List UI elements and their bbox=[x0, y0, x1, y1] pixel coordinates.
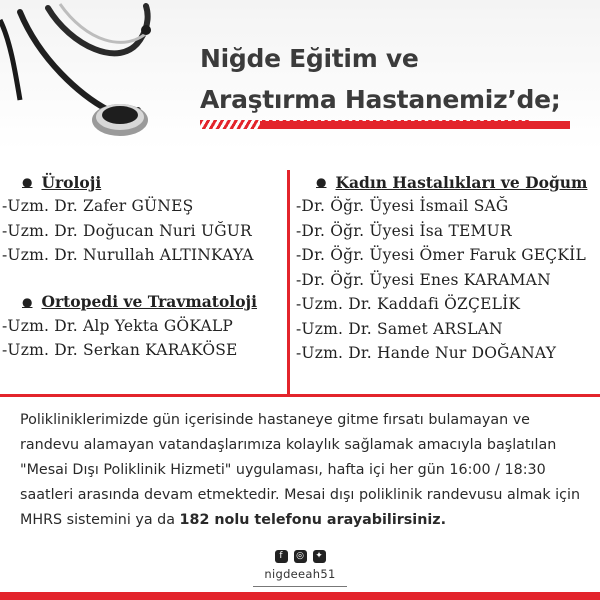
doctor-item: -Uzm. Dr. Zafer GÜNEŞ bbox=[2, 197, 194, 215]
doctor-item: -Uzm. Dr. Hande Nur DOĞANAY bbox=[296, 344, 557, 362]
department-heading bbox=[2, 170, 284, 194]
doctor-item: -Uzm. Dr. Samet ARSLAN bbox=[296, 319, 503, 338]
doctor-item: -Uzm. Dr. Nurullah ALTINKAYA bbox=[2, 246, 254, 264]
doctor-item: -Uzm. Dr. Doğucan Nuri UĞUR bbox=[2, 221, 252, 240]
doctor-item: -Dr. Öğr. Üyesi İsa TEMUR bbox=[296, 221, 512, 240]
info-phone-text: 182 nolu telefonu arayabilirsiniz. bbox=[179, 512, 447, 528]
section-divider bbox=[0, 394, 600, 397]
title-underline-bar bbox=[260, 121, 570, 129]
department-name: Ortopedi ve Travmatoloji bbox=[41, 292, 258, 311]
doctor-item: -Uzm. Dr. Alp Yekta GÖKALP bbox=[2, 316, 234, 335]
department-heading bbox=[296, 170, 596, 194]
bullet-icon: ● bbox=[22, 294, 33, 309]
bottom-bar bbox=[0, 592, 600, 600]
doctor-item: -Uzm. Dr. Serkan KARAKÖSE bbox=[2, 341, 238, 359]
social-icons bbox=[250, 550, 350, 563]
column-divider bbox=[287, 170, 290, 395]
stethoscope-image bbox=[0, 0, 200, 150]
doctor-item: -Uzm. Dr. Kaddafi ÖZÇELİK bbox=[296, 295, 521, 313]
right-column bbox=[296, 170, 596, 366]
handle-underline bbox=[253, 586, 347, 587]
twitter-icon[interactable]: ✦ bbox=[313, 550, 326, 563]
page-title bbox=[200, 38, 560, 120]
info-paragraph bbox=[20, 408, 592, 533]
facebook-icon[interactable]: f bbox=[275, 550, 288, 563]
doctor-item: -Dr. Öğr. Üyesi Ömer Faruk GEÇKİL bbox=[296, 246, 586, 264]
department-name: Kadın Hastalıkları ve Doğum bbox=[335, 172, 588, 192]
social-handle[interactable]: nigdeeah51 bbox=[264, 567, 336, 581]
department-heading bbox=[2, 290, 284, 314]
bullet-icon: ● bbox=[22, 175, 33, 189]
left-column bbox=[2, 170, 284, 363]
header-banner bbox=[0, 0, 600, 150]
info-text: Polikliniklerimizde gün içerisinde hastaneye gitme fırsatı bulamayan ve randevu alamayan vatandaşlarımıza kolaylık sağlamak amacıyla başlatılan "Mesai Dışı Poliklinik Hizmeti" uygulaması, hafta içi her gün 16:00 / 18:30 saatleri arasında devam etmektedir. Mesai dışı poliklinik randevusu almak için MHRS sistemini ya da bbox=[20, 412, 581, 528]
title-line-1: Niğde Eğitim ve bbox=[200, 44, 419, 73]
title-line-2: Araştırma Hastanemiz’de; bbox=[200, 85, 561, 114]
department-name: Üroloji bbox=[41, 172, 102, 192]
doctor-item: -Dr. Öğr. Üyesi Enes KARAMAN bbox=[296, 270, 551, 289]
social-footer bbox=[250, 550, 350, 581]
doctor-item: -Dr. Öğr. Üyesi İsmail SAĞ bbox=[296, 197, 509, 215]
instagram-icon[interactable]: ◎ bbox=[294, 550, 307, 563]
bullet-icon: ● bbox=[316, 175, 327, 189]
